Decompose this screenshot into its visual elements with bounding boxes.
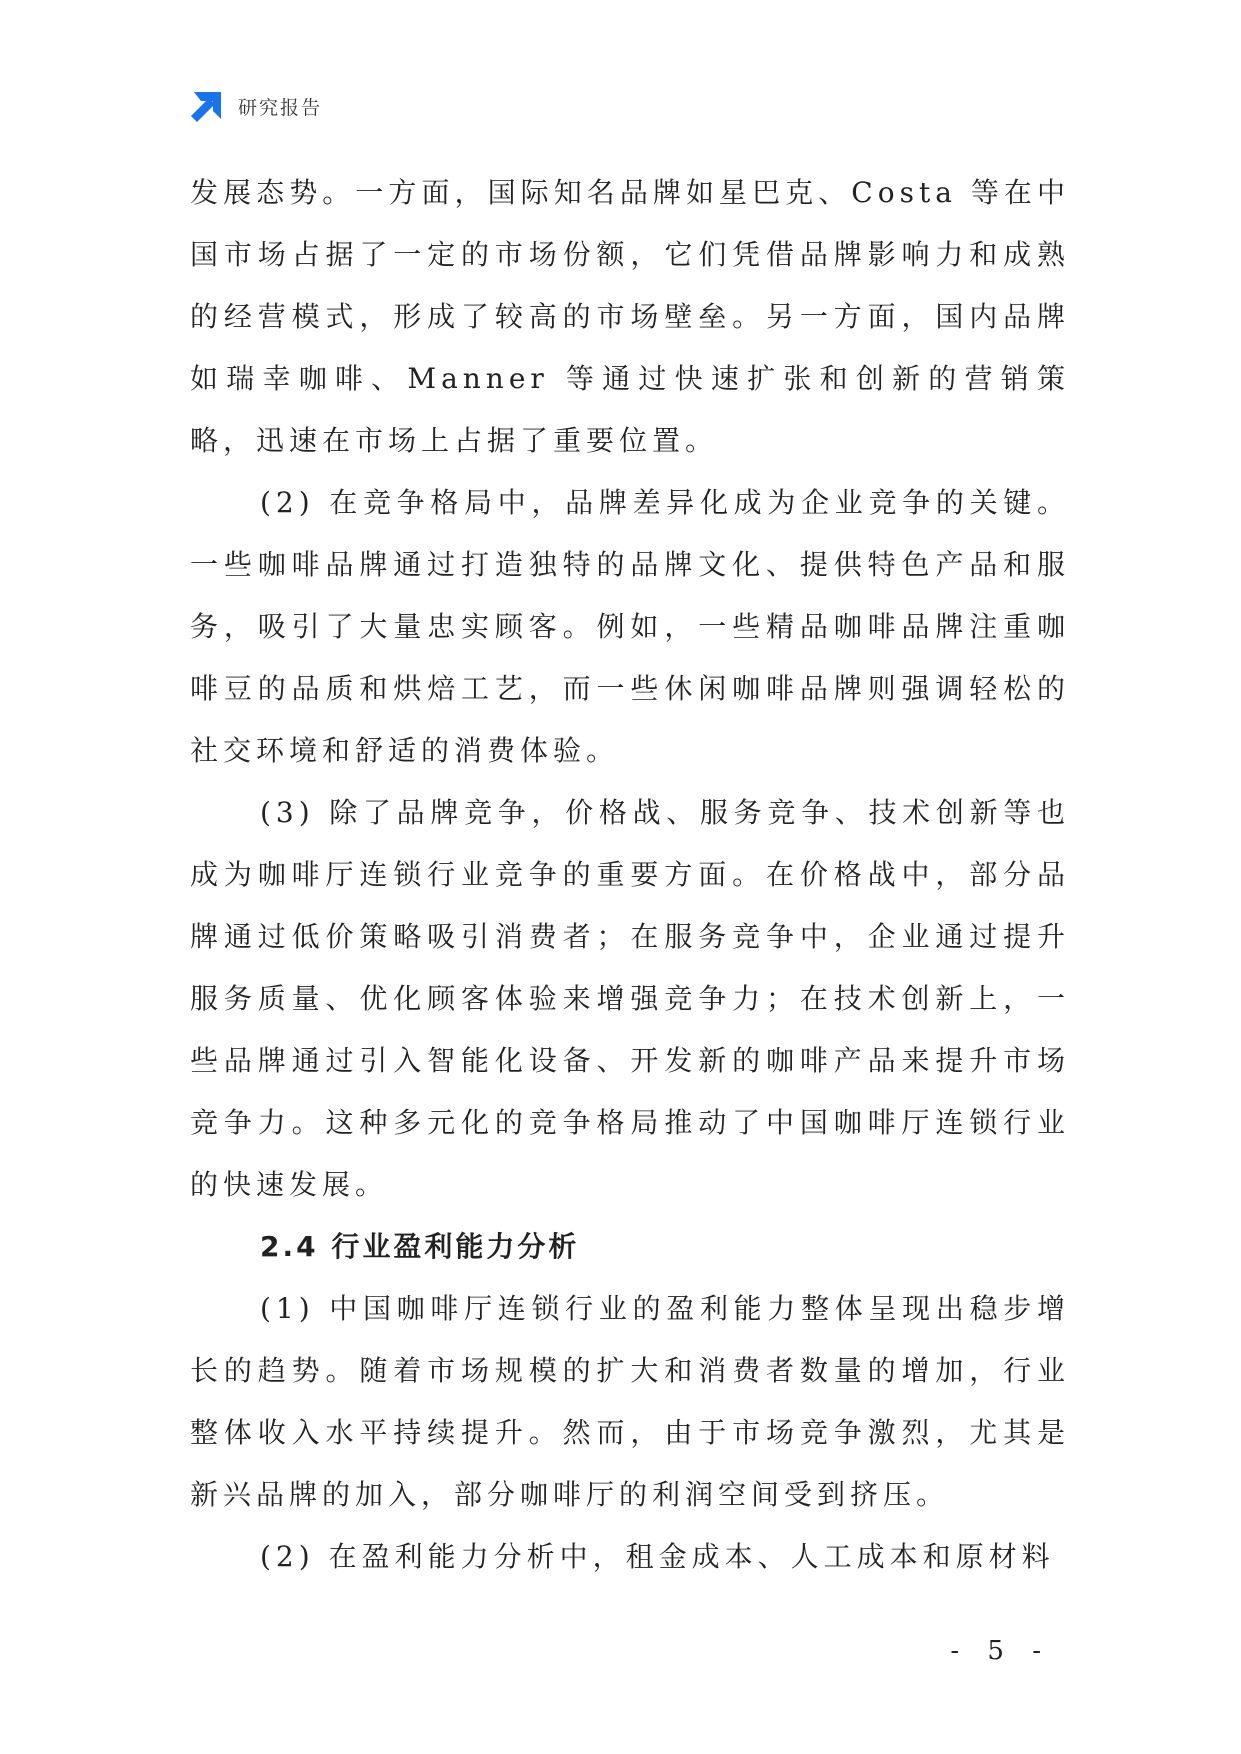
body-paragraph: (2) 在竞争格局中，品牌差异化成为企业竞争的关键。一些咖啡品牌通过打造独特的品牌文化、提供特色产品和服务，吸引了大量忠实顾客。例如，一些精品咖啡品牌注重咖啡豆的品质和烘焙工艺，而一些休闲咖啡品牌则强调轻松的社交环境和舒适的消费体验。 [190,486,1070,767]
document-body [190,162,1070,1588]
page-number: - 5 - [950,1636,1051,1666]
header-title: 研究报告 [238,96,323,119]
section-heading: 2.4 行业盈利能力分析 [260,1230,580,1263]
northeast-arrow-logo-icon [190,89,224,123]
body-paragraph: (2) 在盈利能力分析中，租金成本、人工成本和原材料 [260,1540,1055,1573]
report-header [190,88,322,124]
body-paragraph: (1) 中国咖啡厅连锁行业的盈利能力整体呈现出稳步增长的趋势。随着市场规模的扩大和消费者数量的增加，行业整体收入水平持续提升。然而，由于市场竞争激烈，尤其是新兴品牌的加入，部分咖啡厅的利润空间受到挤压。 [190,1292,1070,1511]
body-paragraph: (3) 除了品牌竞争，价格战、服务竞争、技术创新等也成为咖啡厅连锁行业竞争的重要方面。在价格战中，部分品牌通过低价策略吸引消费者；在服务竞争中，企业通过提升服务质量、优化顾客体验来增强竞争力；在技术创新上，一些品牌通过引入智能化设备、开发新的咖啡产品来提升市场竞争力。这种多元化的竞争格局推动了中国咖啡厅连锁行业的快速发展。 [190,796,1070,1201]
body-paragraph: 发展态势。一方面，国际知名品牌如星巴克、Costa 等在中国市场占据了一定的市场份额，它们凭借品牌影响力和成熟的经营模式，形成了较高的市场壁垒。另一方面，国内品牌如瑞幸咖啡、Manner 等通过快速扩张和创新的营销策略，迅速在市场上占据了重要位置。 [190,176,1070,457]
